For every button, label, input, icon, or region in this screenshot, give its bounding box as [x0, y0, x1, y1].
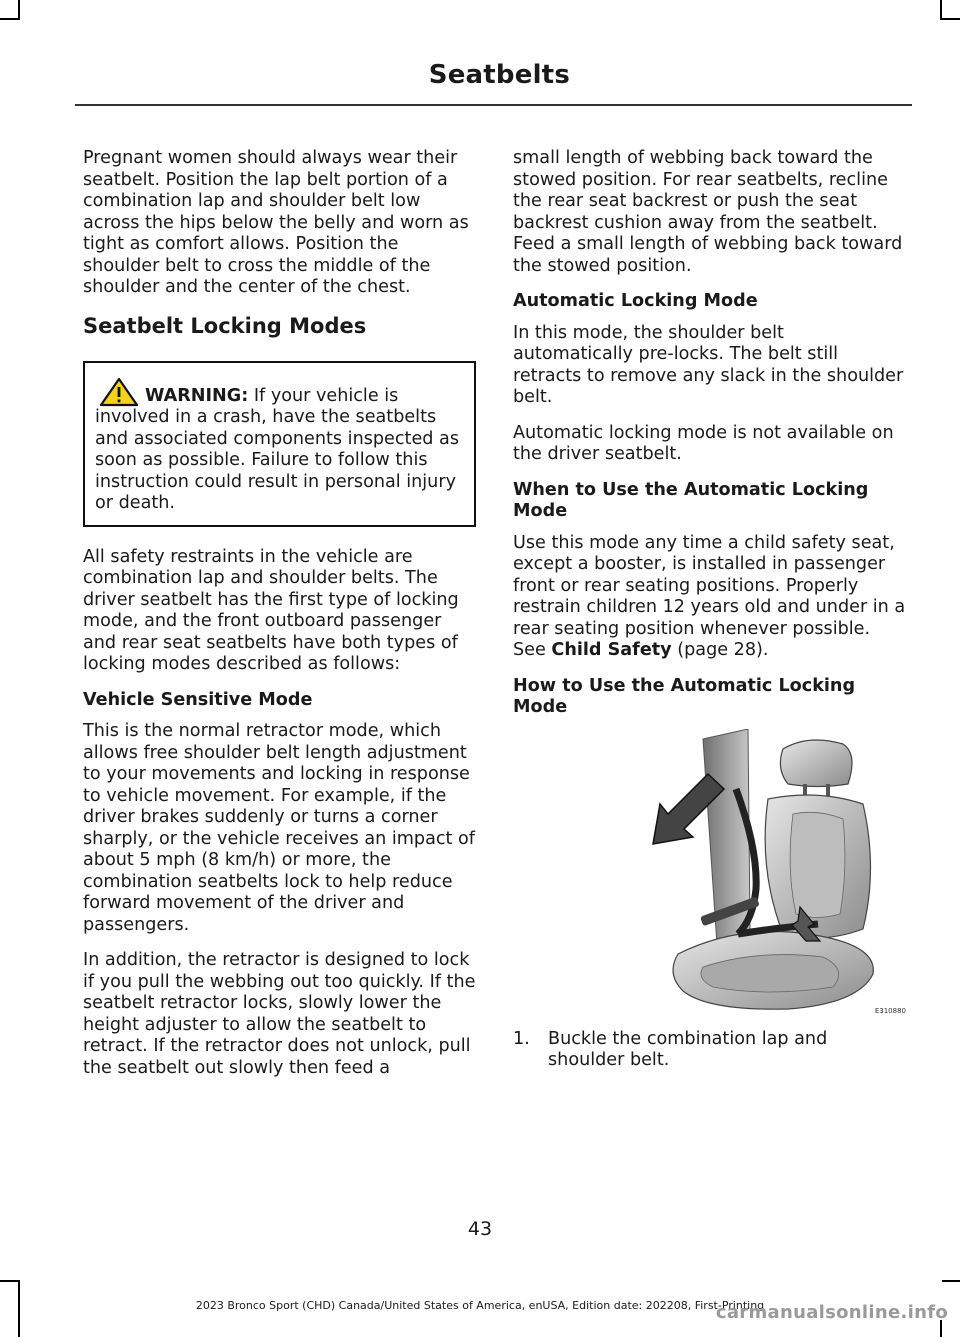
crop-mark — [942, 18, 960, 20]
intro-paragraph: Pregnant women should always wear their seatbelt. Position the lap belt portion of a combination lap and shoulder belt low across the hips below the belly and worn as tight as comfort allows. Position the shoulder belt to cross the middle of the shoulder and the center of the chest. — [83, 148, 469, 297]
continued-paragraph: small length of webbing back toward the stowed position. For rear seatbelts, recline the rear seat backrest or push the seat backrest cushion away from the seatbelt. Feed a small length of webbing back toward the stowed position. — [513, 148, 903, 276]
warning-box — [83, 361, 476, 527]
page-reference: (page 28). — [677, 640, 769, 660]
when-heading: When to Use the Automatic Locking Mode — [513, 479, 869, 521]
step-text: Buckle the combination lap and shoulder belt. — [548, 1028, 828, 1070]
step-number: 1. — [513, 1028, 530, 1049]
crop-mark — [0, 18, 18, 20]
when-text: Use this mode any time a child safety seat, except a booster, is installed in passenger front or rear seating positions. Properly restrain children 12 years old and under in a rear seating position whenever possible. See — [513, 532, 906, 660]
vehicle-sensitive-paragraph: This is the normal retractor mode, which allows free shoulder belt length adjustment to your movements and locking in response to vehicle movement. For example, if the driver brakes suddenly or turns a corner sharply, or the vehicle receives an impact of about 5 mph (8 km/h) or more, the combination seatbelts lock to help reduce forward movement of the driver and passengers. — [83, 721, 475, 935]
seat-illustration — [608, 729, 908, 1019]
warning-text: If your vehicle is involved in a crash, have the seatbelts and associated components inspected as soon as possible. Failure to follow this instruction could result in personal injury or death. — [95, 385, 459, 513]
driver-note-paragraph: Automatic locking mode is not available on the driver seatbelt. — [513, 422, 894, 464]
right-column — [513, 148, 908, 1072]
seat-illustration-image — [608, 729, 908, 1019]
edition-footer: 2023 Bronco Sport (CHD) Canada/United States of America, enUSA, Edition date: 202208, First-Printing — [195, 1299, 765, 1312]
warning-paragraph — [95, 377, 464, 515]
restraints-paragraph: All safety restraints in the vehicle are combination lap and shoulder belts. The driver seatbelt has the first type of locking mode, and the front outboard passenger and rear seat seatbelts have both types of locking modes described as follows: — [83, 546, 459, 674]
left-column — [83, 148, 476, 1093]
crop-mark — [942, 1280, 960, 1282]
warning-label: WARNING: — [145, 385, 249, 406]
automatic-paragraph: In this mode, the shoulder belt automatically pre-locks. The belt still retracts to remove any slack in the shoulder belt. — [513, 322, 904, 407]
watermark[interactable]: carmanualsonline.info — [715, 1302, 948, 1323]
figure-code: E310880 — [874, 1006, 906, 1015]
list-item — [513, 1029, 908, 1072]
section-heading: Seatbelt Locking Modes — [83, 313, 367, 338]
retractor-paragraph: In addition, the retractor is designed to lock if you pull the webbing out too quickly. If the seatbelt retractor locks, slowly lower the height adjuster to allow the seatbelt to retract. If the retractor does not unlock, pull the seatbelt out slowly then feed a — [83, 950, 476, 1078]
vehicle-sensitive-heading: Vehicle Sensitive Mode — [83, 689, 313, 710]
crop-mark — [0, 1280, 18, 1282]
page-title: Seatbelts — [428, 60, 570, 90]
header-rule — [75, 104, 912, 106]
how-heading: How to Use the Automatic Locking Mode — [513, 675, 856, 717]
crop-mark — [940, 0, 942, 20]
page-number: 43 — [467, 1218, 493, 1240]
child-safety-link[interactable]: Child Safety — [551, 640, 672, 660]
when-paragraph — [513, 533, 908, 662]
warning-triangle-icon — [99, 377, 139, 407]
automatic-heading: Automatic Locking Mode — [513, 291, 758, 311]
crop-mark — [18, 0, 20, 20]
